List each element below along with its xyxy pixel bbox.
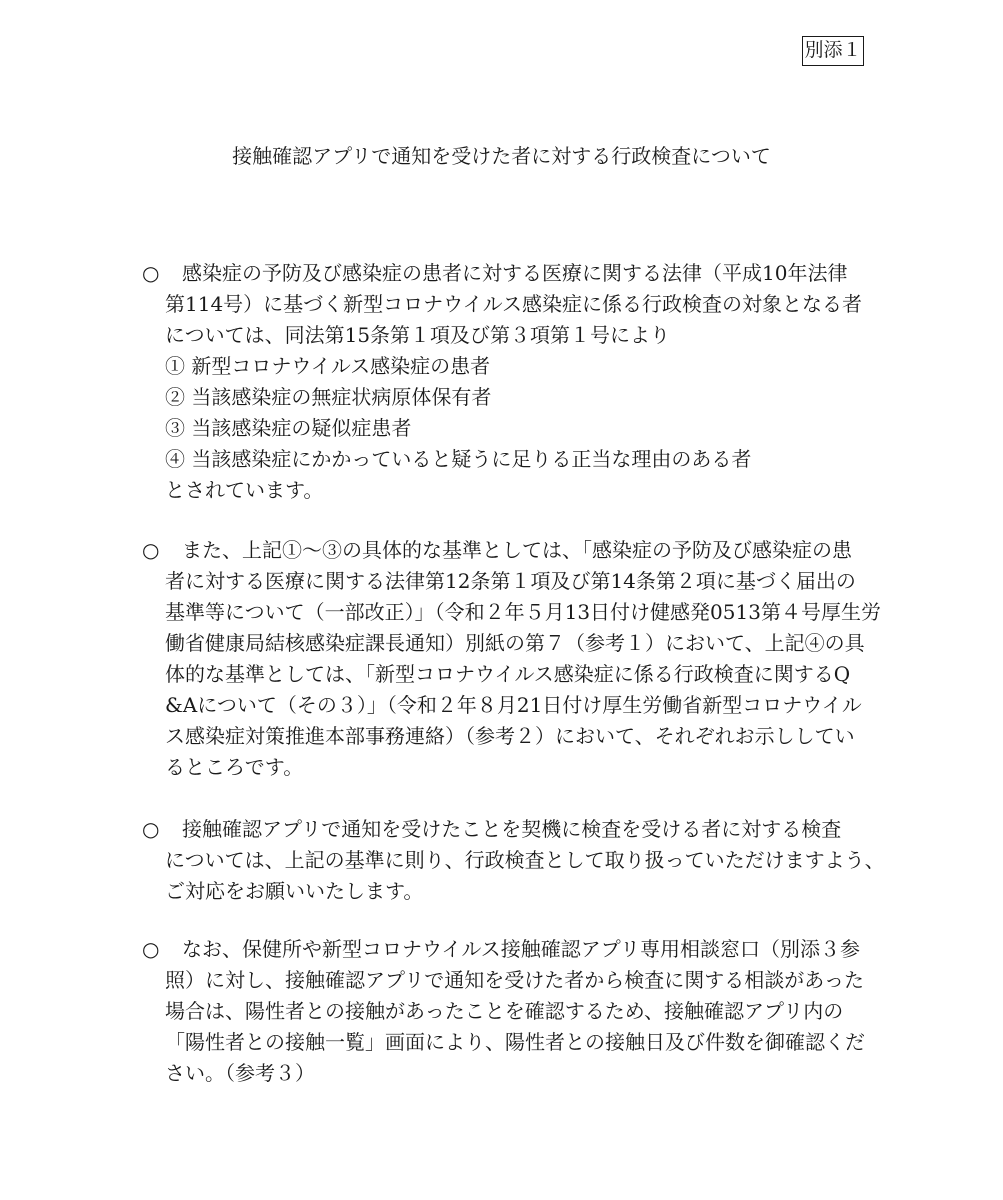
bullet-circle: ○: [142, 937, 160, 961]
bullet-circle: ○: [142, 261, 160, 285]
paragraph-legal-basis: [142, 258, 882, 506]
paragraph-criteria: [142, 535, 882, 783]
paragraph-line: 体的な基準としては、「新型コロナウイルス感染症に係る行政検査に関するQ: [165, 662, 851, 686]
paragraph-line: ス感染症対策推進本部事務連絡）（参考２）において、それぞれお示ししてい: [165, 724, 855, 748]
paragraph-line: るところです。: [165, 755, 304, 779]
attachment-tag: 別添１: [802, 36, 864, 66]
list-item-2: ② 当該感染症の無症状病原体保有者: [165, 385, 492, 409]
paragraph-line: とされています。: [165, 478, 324, 502]
line-text: 接触確認アプリで通知を受けたことを契機に検査を受ける者に対する検査: [182, 817, 842, 841]
paragraph-line: 者に対する医療に関する法律第12条第１項及び第14条第２項に基づく届出の: [165, 569, 856, 593]
bullet-circle: ○: [142, 538, 160, 562]
paragraph-consultation: [142, 934, 882, 1089]
list-item-1: ① 新型コロナウイルス感染症の患者: [165, 354, 491, 378]
paragraph-line: さい。（参考３）: [165, 1061, 315, 1085]
paragraph-line: 「陽性者との接触一覧」画面により、陽性者との接触日及び件数を御確認くだ: [165, 1030, 865, 1054]
paragraph-line: 場合は、陽性者との接触があったことを確認するため、接触確認アプリ内の: [165, 999, 844, 1023]
paragraph-line: 働省健康局結核感染症課長通知）別紙の第７（参考１）において、上記④の具: [165, 631, 865, 655]
paragraph-line: [142, 934, 882, 965]
list-item-3: ③ 当該感染症の疑似症患者: [165, 416, 412, 440]
paragraph-line: については、上記の基準に則り、行政検査として取り扱っていただけますよう、: [165, 848, 885, 872]
paragraph-line: 基準等について（一部改正）」（令和２年５月13日付け健感発0513第４号厚生労: [165, 600, 881, 624]
list-item-4: ④ 当該感染症にかかっていると疑うに足りる正当な理由のある者: [165, 447, 752, 471]
paragraph-request: [142, 814, 885, 907]
paragraph-line: 照）に対し、接触確認アプリで通知を受けた者から検査に関する相談があった: [165, 968, 864, 992]
paragraph-line: [142, 258, 882, 289]
paragraph-line: [142, 814, 882, 845]
paragraph-line: については、同法第15条第１項及び第３項第１号により: [165, 323, 671, 347]
bullet-circle: ○: [142, 817, 160, 841]
line-text: また、上記①〜③の具体的な基準としては、「感染症の予防及び感染症の患: [182, 538, 852, 562]
line-text: 感染症の予防及び感染症の患者に対する医療に関する法律（平成10年法律: [182, 261, 848, 285]
document-title: 接触確認アプリで通知を受けた者に対する行政検査について: [232, 144, 771, 168]
paragraph-line: [142, 535, 882, 566]
line-text: なお、保健所や新型コロナウイルス接触確認アプリ専用相談窓口（別添３参: [182, 937, 860, 961]
paragraph-line: ご対応をお願いいたします。: [165, 879, 424, 903]
paragraph-line: 第114号）に基づく新型コロナウイルス感染症に係る行政検査の対象となる者: [165, 292, 862, 316]
paragraph-line: &Aについて（その３）」（令和２年８月21日付け厚生労働省新型コロナウイル: [165, 693, 862, 717]
